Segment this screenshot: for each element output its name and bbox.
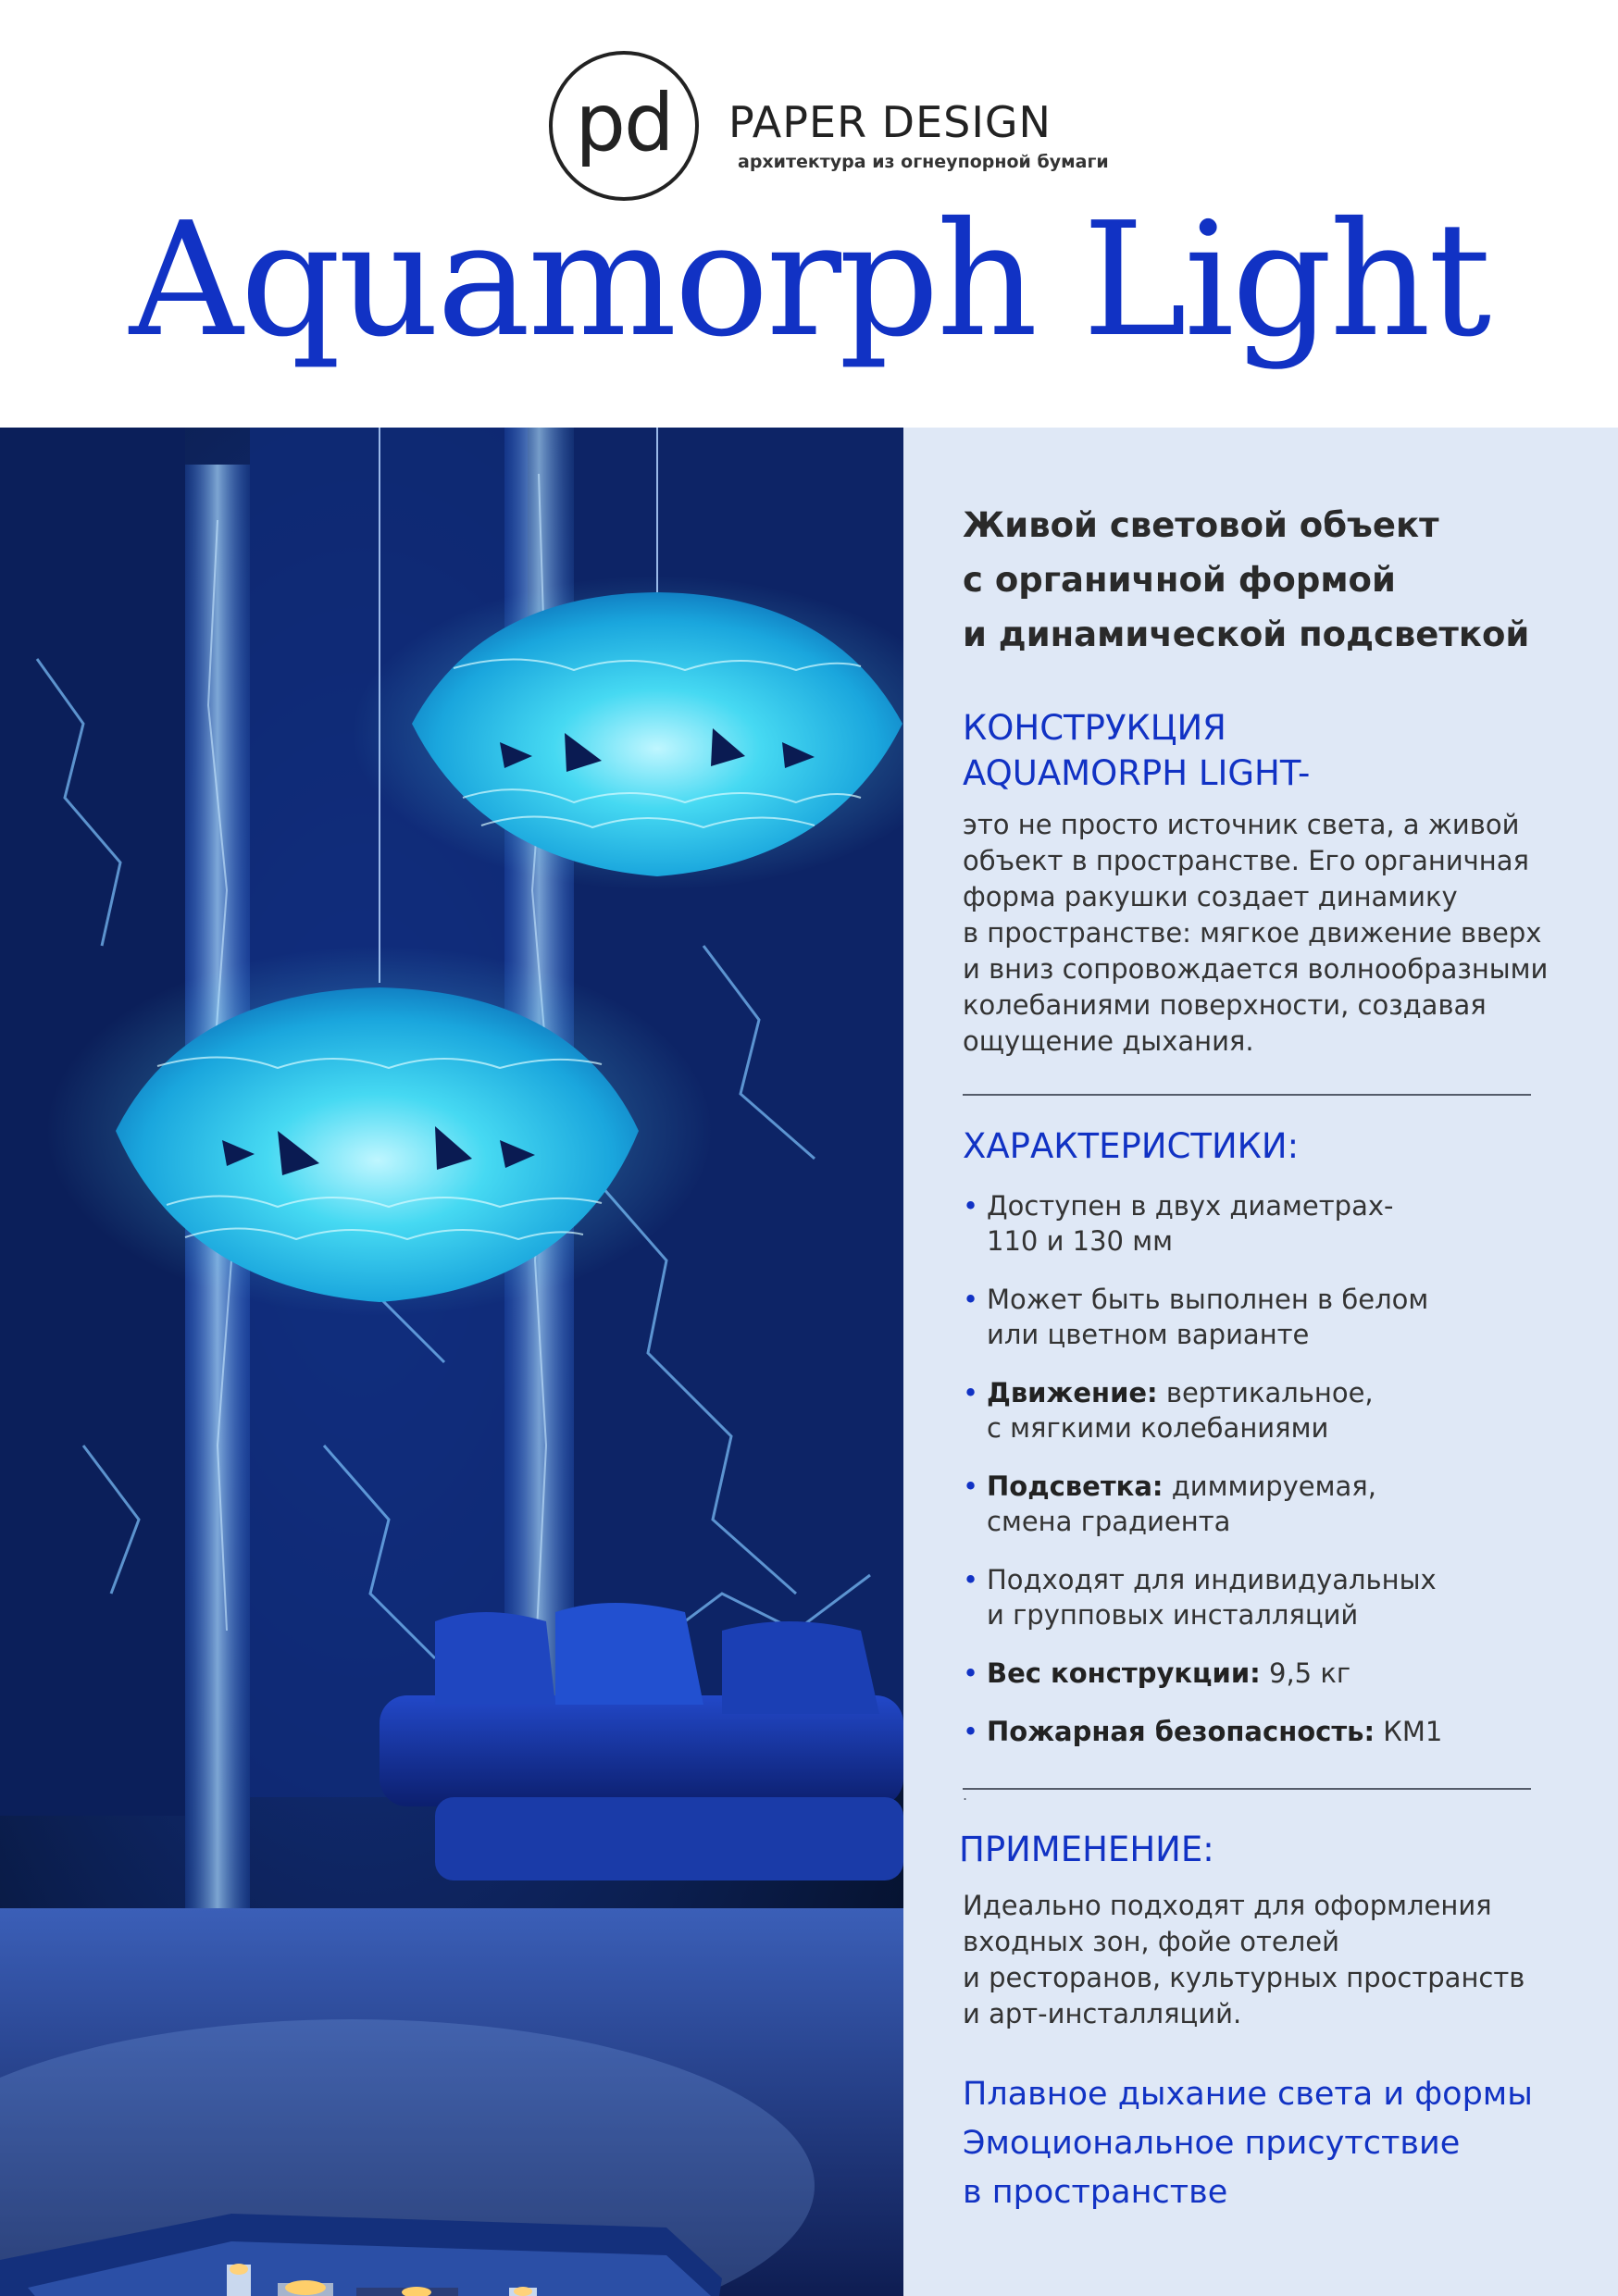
list-item [963, 1375, 1601, 1446]
construction-heading [963, 705, 1310, 796]
brand-logo-icon [549, 51, 699, 201]
interior-scene-illustration [0, 428, 903, 2296]
brand-name: PAPER DESIGN [728, 97, 1052, 147]
closing-line: в пространстве [963, 2174, 1228, 2211]
construction-text-line: в пространстве: мягкое движение вверх [963, 917, 1542, 949]
feature-label: Движение: [987, 1377, 1158, 1409]
closing-line: Плавное дыхание света и формы [963, 2076, 1533, 2113]
feature-value: Подходят для индивидуальных [987, 1564, 1437, 1595]
bullet-icon: • [963, 1284, 979, 1315]
feature-value: вертикальное, [1157, 1377, 1374, 1409]
construction-text-line: объект в пространстве. Его органичная [963, 845, 1529, 876]
application-heading: ПРИМЕНЕНИЕ: [959, 1830, 1214, 1869]
feature-label: Подсветка: [987, 1471, 1164, 1502]
construction-heading-line: КОНСТРУКЦИЯ [963, 708, 1226, 748]
feature-label: Вес конструкции: [987, 1657, 1261, 1689]
bullet-icon: • [963, 1190, 979, 1222]
bullet-icon: • [963, 1657, 979, 1689]
application-text-line: Идеально подходят для оформления [963, 1890, 1492, 1921]
list-item [963, 1714, 1601, 1749]
closing-statement [963, 2070, 1601, 2217]
characteristics-list [963, 1188, 1601, 1772]
closing-line: Эмоциональное присутствие [963, 2125, 1461, 2162]
feature-value: Доступен в двух диаметрах- [987, 1190, 1394, 1222]
list-item [963, 1562, 1601, 1632]
construction-text-line: форма ракушки создает динамику [963, 881, 1458, 912]
feature-value-cont: или цветном варианте [987, 1319, 1310, 1350]
construction-text-line: колебаниями поверхности, создавая [963, 989, 1487, 1021]
info-panel [903, 428, 1618, 2296]
list-item [963, 1282, 1601, 1352]
bullet-icon: • [963, 1564, 979, 1595]
construction-text-line: ощущение дыхания. [963, 1025, 1254, 1057]
bullet-icon: • [963, 1471, 979, 1502]
bullet-icon: • [963, 1377, 979, 1409]
intro-heading [963, 498, 1592, 662]
section-divider [963, 1094, 1531, 1096]
construction-text [963, 807, 1601, 1060]
application-text-line: и ресторанов, культурных пространств [963, 1962, 1525, 1993]
application-text-line: и арт-инсталляций. [963, 1998, 1242, 2029]
feature-value-cont: и групповых инсталляций [987, 1599, 1359, 1631]
feature-value-cont: смена градиента [987, 1506, 1231, 1537]
feature-value-cont: с мягкими колебаниями [987, 1412, 1329, 1444]
stray-mark: . [963, 1786, 968, 1804]
characteristics-heading: ХАРАКТЕРИСТИКИ: [963, 1126, 1300, 1166]
list-item [963, 1656, 1601, 1691]
list-item [963, 1469, 1601, 1539]
feature-value: диммируемая, [1163, 1471, 1376, 1502]
brand-logo-mark: pd [575, 77, 673, 169]
product-photo [0, 428, 903, 2296]
application-text-line: входных зон, фойе отелей [963, 1926, 1339, 1957]
construction-heading-line: AQUAMORPH LIGHT- [963, 753, 1311, 793]
brand-tagline: архитектура из огнеупорной бумаги [738, 152, 1109, 172]
list-item [963, 1188, 1601, 1259]
section-divider [963, 1788, 1531, 1790]
intro-line: с органичной формой [963, 560, 1396, 600]
intro-line: и динамической подсветкой [963, 614, 1530, 654]
page-header [0, 0, 1618, 428]
construction-text-line: и вниз сопровождается волнообразными [963, 953, 1549, 985]
construction-text-line: это не просто источник света, а живой [963, 809, 1520, 840]
application-text [963, 1888, 1601, 2032]
feature-value: Может быть выполнен в белом [987, 1284, 1429, 1315]
feature-value: КМ1 [1375, 1716, 1443, 1747]
feature-label: Пожарная безопасность: [987, 1716, 1375, 1747]
page-title: Aquamorph Light [129, 189, 1489, 372]
feature-value: 9,5 кг [1260, 1657, 1351, 1689]
feature-value-cont: 110 и 130 мм [987, 1225, 1173, 1257]
intro-line: Живой световой объект [963, 505, 1439, 545]
bullet-icon: • [963, 1716, 979, 1747]
